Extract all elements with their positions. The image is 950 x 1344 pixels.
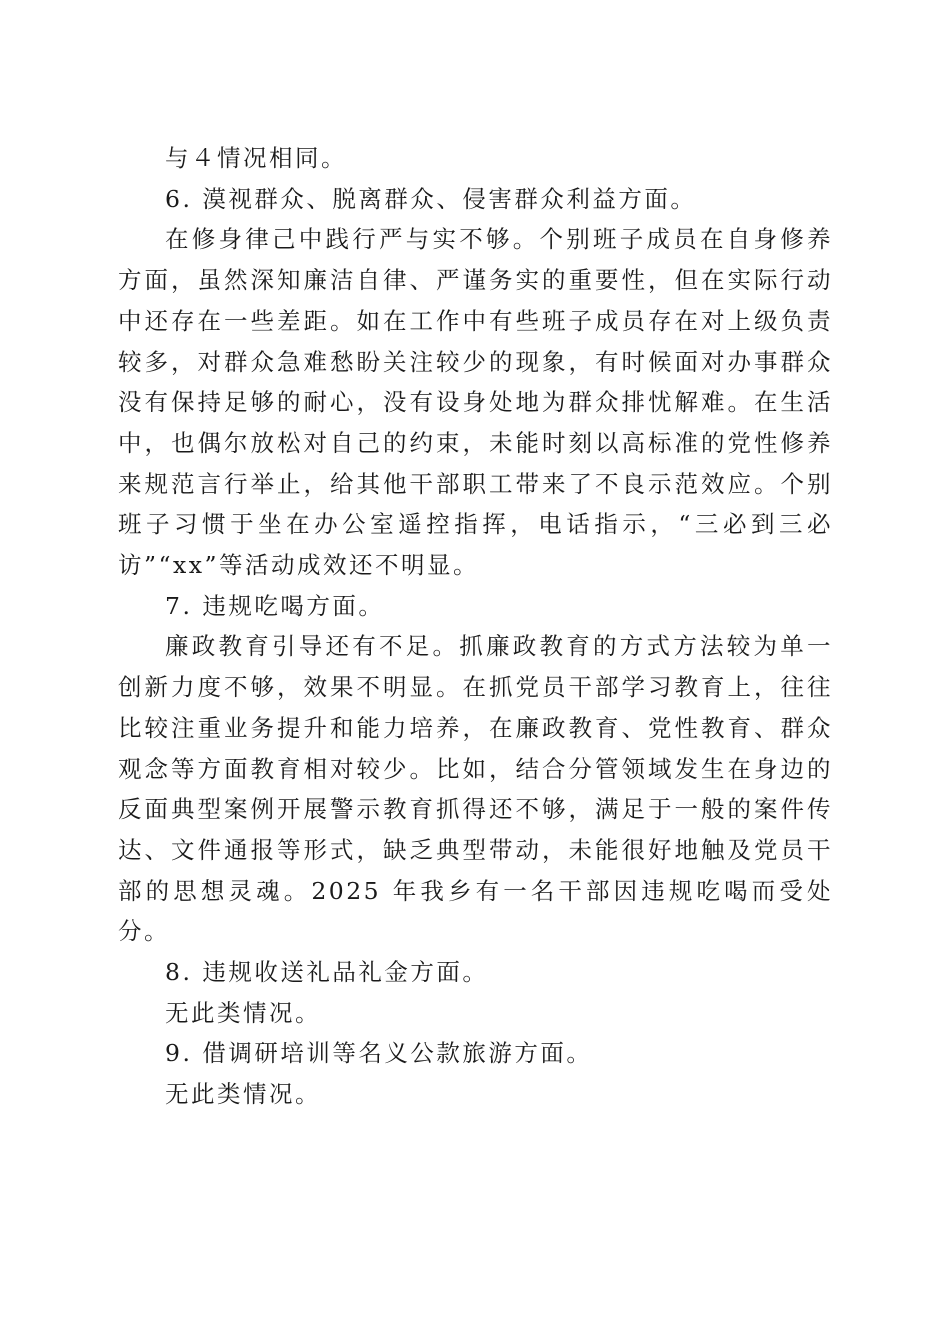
- paragraph-item-7-body: 廉政教育引导还有不足。抓廉政教育的方式方法较为单一创新力度不够，效果不明显。在抓党员干部学习教育上，往往比较注重业务提升和能力培养，在廉政教育、党性教育、群众观念等方面教育相对较少。比如，结合分管领域发生在身边的反面典型案例开展警示教育抓得还不够，满足于一般的案件传达、文件通报等形式，缺乏典型带动，未能很好地触及党员干部的思想灵魂。2025 年我乡有一名干部因违规吃喝而受处分。: [118, 632, 833, 946]
- document-body: [118, 138, 833, 1115]
- heading-item-8: 8. 违规收送礼品礼金方面。: [165, 958, 489, 987]
- paragraph-item-6-body: 在修身律己中践行严与实不够。个别班子成员在自身修养方面，虽然深知廉洁自律、严谨务实的重要性，但在实际行动中还存在一些差距。如在工作中有些班子成员存在对上级负责较多，对群众急难愁盼关注较少的现象，有时候面对办事群众没有保持足够的耐心，没有设身处地为群众排忧解难。在生活中，也偶尔放松对自己的约束，未能时刻以高标准的党性修养来规范言行举止，给其他干部职工带来了不良示范效应。个别班子习惯于坐在办公室遥控指挥，电话指示，“三必到三必访”“xx”等活动成效还不明显。: [118, 225, 833, 580]
- heading-item-6: 6. 漠视群众、脱离群众、侵害群众利益方面。: [165, 184, 697, 213]
- heading-item-7: 7. 违规吃喝方面。: [165, 591, 385, 620]
- paragraph-item-8-body: 无此类情况。: [165, 998, 321, 1027]
- paragraph-item-9-body: 无此类情况。: [165, 1080, 321, 1109]
- heading-item-9: 9. 借调研培训等名义公款旅游方面。: [165, 1039, 593, 1068]
- paragraph-same-as-4: 与４情况相同。: [165, 144, 347, 172]
